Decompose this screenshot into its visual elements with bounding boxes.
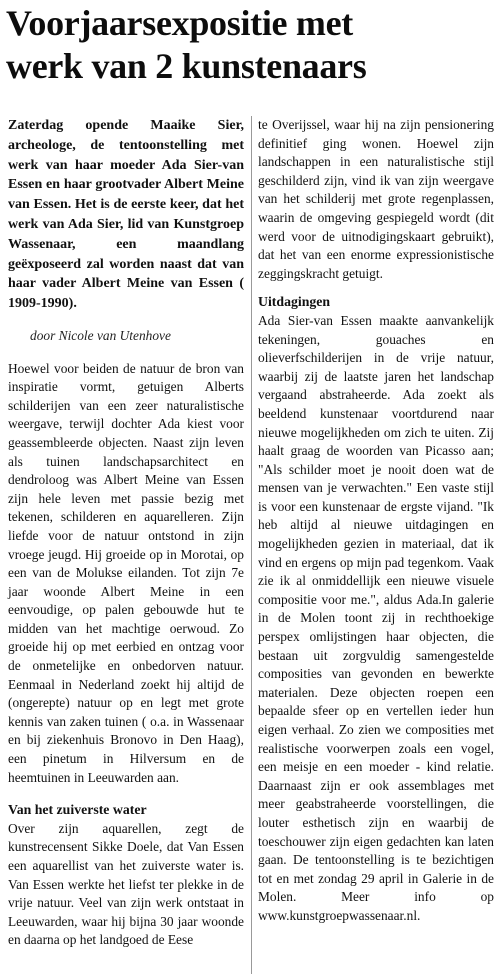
column-divider [251,116,252,974]
article-lead: Zaterdag opende Maaike Sier, archeologe, de tentoonstelling met werk van haar moeder Ada Sier-van Essen en haar grootvader Albert Meine van Essen. Het is de eerste keer, dat het werk van Ada Sier, lid van Kunstgroep Wassenaar, een maandlang geëxposeerd zal worden naast dat van haar vader Albert Meine van Essen ( 1909-1990). [8,118,244,312]
body-paragraph-1: Hoewel voor beiden de natuur de bron van inspiratie vormt, getuigen Alberts schilderijen van een zeer naturalistische weergave, terwijl dochter Ada kiest voor geassembleerde objecten. Naast zijn leven als tuinen landschapsarchitect en dendroloog was Albert Meine van Essen zijn hele leven met passie bezig met tekenen, schilderen en aquarelleren. Zijn liefde voor de natuur ontstond in zijn vroege jeugd. Hij groeide op in Morotai, op een van de Molukse eilanden. Tot zijn 7e jaar woonde Albert Meine in een eenvoudige, op palen gebouwde hut te midden van het machtige oerwoud. Zo groeide hij op met eerbied en ontzag voor de onmetelijke en onbedorven natuur. Eenmaal in Nederland zoekt hij altijd de (ongerepte) natuur op en legt met grote kennis van zaken tuinen ( o.a. in Wassenaar en bij ziekenhuis Bronovo in Den Haag), een pinetum in Hilversum en de heemtuinen in Leeuwarden aan. [8,360,244,785]
right-column [258,116,494,926]
article-headline: Voorjaarsexpositie met werk van 2 kunstenaars [6,3,367,86]
left-column [8,116,244,950]
body-paragraph-3: te Overijssel, waar hij na zijn pensionering definitief ging wonen. Hoewel zijn landschappen in een naturalistische stijl geschilderd zijn, vind ik van zijn weergave van het schilderij met grote regenplassen, waarin de omgeving gespiegeld wordt (dit werd voor de uitnodigingskaart gebruikt), dat het van een enorme expressionistische zeggingskracht getuigt. [258,117,494,281]
subheading-van-het-zuiverste-water: Van het zuiverste water [8,802,147,818]
body-paragraph-2: Over zijn aquarellen, zegt de kunstrecensent Sikke Doele, dat Van Essen een aquarellist van het zuiverste water is. Van Essen werkte het liefst ter plekke in de vrije natuur. Veel van zijn werk ontstaat in Leeuwarden, waar hij bijna 30 jaar woonde en daarna op het landgoed de Eese [8,820,244,948]
body-paragraph-4: Ada Sier-van Essen maakte aanvankelijk tekeningen, gouaches en olieverfschilderijen in de vrije natuur, waarbij zij de laatste jaren het landschap vergaand abstraheerde. Ada zoekt als beeldend kunstenaar voortdurend naar nieuwe mogelijkheden om zich te uiten. Zij haalt graag de woorden van Picasso aan; "Als schilder moet je nooit doen wat de mensen van je verwachten." Een vaste stijl is voor een kunstenaar de ergste vijand. "Ik heb altijd al nieuwe uitdagingen en mogelijkheden gezien in materiaal, dat ik vind en ergens op mijn pad tegenkom. Vaak zie ik al onmiddellijk een nieuwe visuele compositie voor me.", aldus Ada.In galerie in de Molen toont zij in rechthoekige perspex omlijstingen haar objecten, die bestaan uit zorgvuldig samengestelde composities van gevonden en bewerkte materialen. Deze objecten roepen een bepaalde sfeer op en vertellen ieder hun eigen verhaal. Zo zien we composities met realistische voorwerpen zoals een vogel, een meisje en een moeder - kind relatie. Daarnaast zijn er ook assemblages met meer geabstraheerde voorstellingen, die louter esthetisch zijn en waarbij de toeschouwer zijn eigen gedachten kan laten gaan. De tentoonstelling is te bezichtigen tot en met zondag 29 april in Galerie in de Molen. Meer info op www.kunstgroepwassenaar.nl. [258,312,494,923]
subheading-uitdagingen: Uitdagingen [258,294,331,310]
byline: door Nicole van Utenhove [30,327,171,343]
